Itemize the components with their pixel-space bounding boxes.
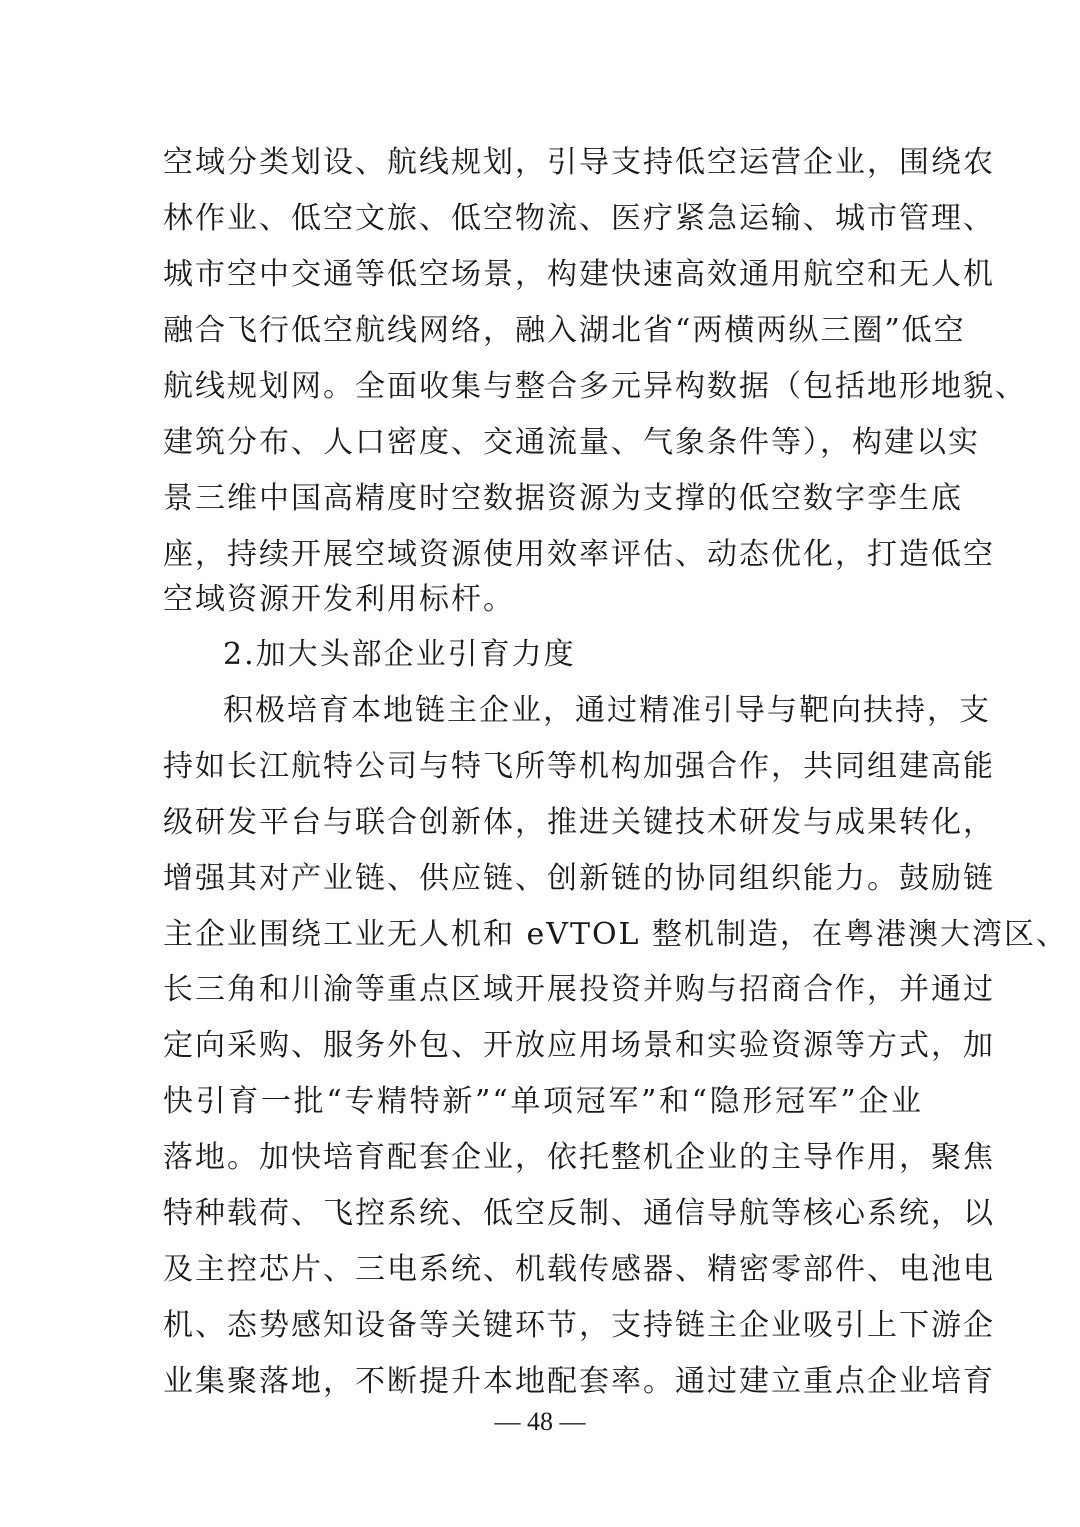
paragraph-line: 定向采购、服务外包、开放应用场景和实验资源等方式，加 xyxy=(163,1028,995,1063)
paragraph-line: 航线规划网。全面收集与整合多元异构数据（包括地形地貌、 xyxy=(163,369,1027,404)
paragraph-line: 及主控芯片、三电系统、机载传感器、精密零部件、电池电 xyxy=(163,1252,995,1287)
paragraph-line: 快引育一批“专精特新”“单项冠军”和“隐形冠军”企业 xyxy=(163,1084,923,1119)
paragraph-line: 座，持续开展空域资源使用效率评估、动态优化，打造低空 xyxy=(163,537,995,572)
paragraph-line: 景三维中国高精度时空数据资源为支撑的低空数字孪生底 xyxy=(163,481,963,516)
paragraph-line: 林作业、低空文旅、低空物流、医疗紧急运输、城市管理、 xyxy=(163,201,995,236)
paragraph-line: 级研发平台与联合创新体，推进关键技术研发与成果转化， xyxy=(163,805,995,840)
paragraph-line: 落地。加快培育配套企业，依托整机企业的主导作用，聚焦 xyxy=(163,1140,995,1175)
section-heading: 2.加大头部企业引育力度 xyxy=(223,637,576,672)
paragraph-line: 增强其对产业链、供应链、创新链的协同组织能力。鼓励链 xyxy=(163,861,995,896)
paragraph-line: 空域分类划设、航线规划，引导支持低空运营企业，围绕农 xyxy=(163,145,995,180)
paragraph-line: 业集聚落地，不断提升本地配套率。通过建立重点企业培育 xyxy=(163,1364,995,1399)
paragraph-line: 机、态势感知设备等关键环节，支持链主企业吸引上下游企 xyxy=(163,1308,995,1343)
paragraph-line: 长三角和川渝等重点区域开展投资并购与招商合作，并通过 xyxy=(163,972,995,1007)
paragraph-line: 特种载荷、飞控系统、低空反制、通信导航等核心系统，以 xyxy=(163,1196,995,1231)
page-number: — 48 — xyxy=(494,1407,586,1436)
paragraph-line: 持如长江航特公司与特飞所等机构加强合作，共同组建高能 xyxy=(163,749,995,784)
paragraph-line: 积极培育本地链主企业，通过精准引导与靶向扶持，支 xyxy=(223,693,991,728)
paragraph-line: 空域资源开发利用标杆。 xyxy=(163,582,515,617)
paragraph-line: 建筑分布、人口密度、交通流量、气象条件等），构建以实 xyxy=(163,425,980,460)
paragraph-line: 融合飞行低空航线网络，融入湖北省“两横两纵三圈”低空 xyxy=(163,313,966,348)
paragraph-line: 主企业围绕工业无人机和 eVTOL 整机制造，在粤港澳大湾区、 xyxy=(163,917,1069,952)
paragraph-line: 城市空中交通等低空场景，构建快速高效通用航空和无人机 xyxy=(163,257,995,292)
